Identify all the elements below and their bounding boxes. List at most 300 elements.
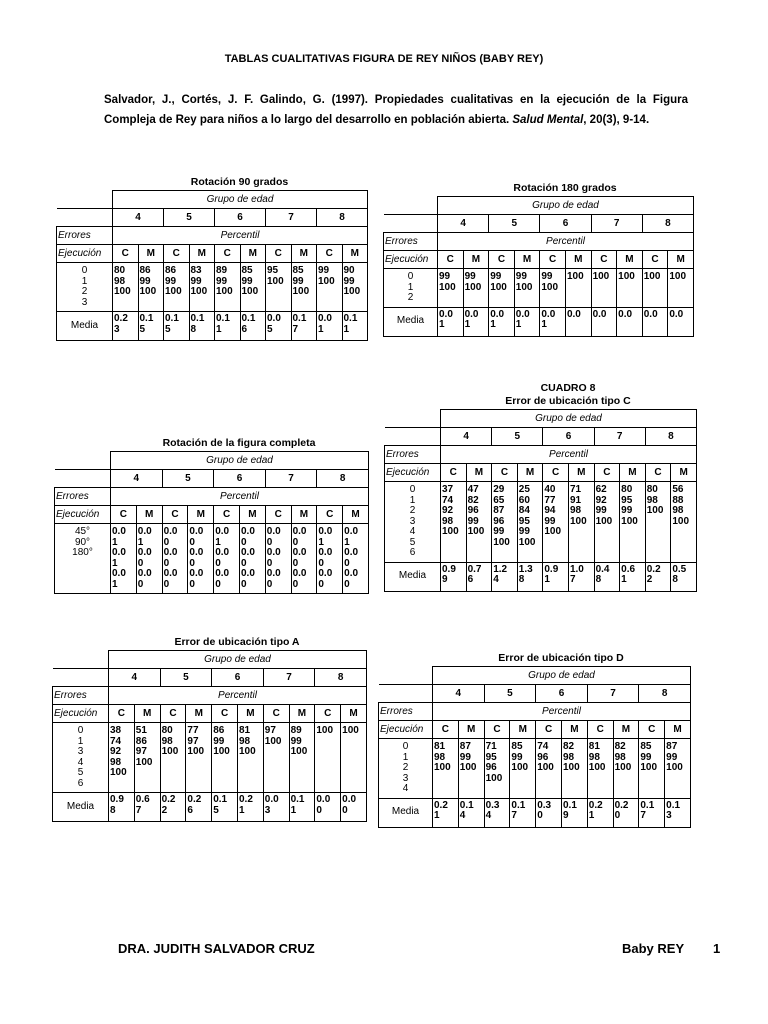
cell-line: 100 bbox=[537, 762, 554, 773]
media-cell bbox=[113, 312, 139, 341]
percentil-label: Percentil bbox=[111, 488, 369, 506]
header-row-grupo bbox=[384, 197, 694, 215]
cell-line: 100 bbox=[464, 281, 482, 293]
col-header: M bbox=[463, 251, 489, 269]
cell-line: 1.0 bbox=[569, 563, 584, 575]
col-header: C bbox=[441, 464, 467, 482]
cell-line: 0.0 bbox=[618, 308, 633, 320]
cell-line: 1 bbox=[112, 578, 118, 590]
table-caption: Error de ubicación tipo D bbox=[498, 652, 624, 664]
percentile-cell bbox=[561, 739, 587, 799]
cell-line: 0 bbox=[614, 810, 621, 821]
cell-line: 0.5 bbox=[672, 563, 687, 575]
cell-line: 3 bbox=[409, 515, 416, 527]
cell-line: 1 bbox=[409, 494, 416, 506]
cell-line: 99 bbox=[139, 275, 151, 287]
cell-line: 1 bbox=[621, 574, 627, 585]
cell-line: 82 bbox=[562, 741, 575, 752]
cell-line: 7 bbox=[135, 804, 142, 816]
cell-line: 5 bbox=[165, 323, 171, 335]
media-cell bbox=[668, 307, 694, 336]
cell-line: 0.0 bbox=[266, 568, 281, 579]
errores-label: Errores bbox=[384, 233, 438, 251]
media-cell bbox=[315, 793, 341, 822]
cell-line: 99 bbox=[544, 515, 556, 527]
cell-line: 56 bbox=[672, 484, 684, 495]
col-header: M bbox=[138, 245, 164, 263]
cell-line: 0 bbox=[163, 578, 170, 590]
cell-line: 0.0 bbox=[112, 547, 126, 558]
cell-line: 89 bbox=[290, 725, 302, 736]
media-cell bbox=[671, 562, 697, 591]
col-header: C bbox=[315, 705, 341, 723]
media-cell bbox=[565, 307, 591, 336]
cell-line: 0 bbox=[266, 536, 273, 548]
footer-doc: Baby REY bbox=[622, 941, 685, 956]
cell-line: 98 bbox=[114, 275, 126, 287]
cell-line: 3 bbox=[666, 810, 672, 821]
cell-line: 84 bbox=[518, 505, 530, 516]
age-label: 7 bbox=[587, 685, 639, 703]
cell-line: 25 bbox=[518, 484, 530, 495]
cell-line: 0.2 bbox=[614, 799, 629, 811]
cell-line: 0 bbox=[77, 725, 84, 736]
table-ubicacion-c bbox=[384, 382, 697, 592]
col-header: C bbox=[113, 245, 139, 263]
cell-line: 3 bbox=[77, 746, 84, 757]
cell-line: 0.0 bbox=[112, 568, 126, 579]
cell-line: 8 bbox=[595, 574, 602, 585]
cell-line: 100 bbox=[643, 271, 661, 282]
age-label: 8 bbox=[315, 669, 367, 687]
percentile-cell bbox=[668, 269, 694, 308]
age-label: 8 bbox=[642, 215, 693, 233]
cell-line: 80 bbox=[621, 484, 633, 495]
cell-line: 99 bbox=[290, 735, 302, 747]
cell-line: 100 bbox=[213, 746, 230, 757]
errores-label: Errores bbox=[55, 488, 111, 506]
cell-line: 0.0 bbox=[515, 308, 530, 320]
col-header: M bbox=[620, 464, 646, 482]
cell-line: 9 bbox=[442, 574, 448, 585]
cell-line: 1 bbox=[343, 323, 350, 335]
percentile-cell bbox=[441, 482, 467, 563]
cell-line: 0.1 bbox=[292, 313, 307, 324]
percentile-cell bbox=[136, 524, 162, 594]
media-cell bbox=[342, 312, 368, 341]
percentile-cell bbox=[645, 482, 671, 563]
percentile-cell bbox=[568, 482, 594, 563]
cell-line: 0.2 bbox=[161, 794, 176, 805]
col-header: C bbox=[263, 705, 289, 723]
cell-line: 100 bbox=[595, 515, 613, 527]
cell-line: 40 bbox=[544, 484, 556, 495]
cell-line: 0.0 bbox=[318, 568, 333, 579]
percentile-cell bbox=[433, 739, 459, 799]
cell-line: 1 bbox=[216, 323, 222, 335]
cell-line: 100 bbox=[190, 286, 208, 297]
percentile-cell bbox=[458, 739, 484, 799]
cell-line: 0 bbox=[189, 557, 195, 569]
media-cell bbox=[561, 798, 587, 827]
header-row-grupo bbox=[57, 191, 368, 209]
header-blank bbox=[53, 669, 109, 687]
cell-line: 0.1 bbox=[290, 794, 305, 805]
age-label: 8 bbox=[317, 209, 368, 227]
cell-line: 0.0 bbox=[189, 526, 204, 537]
header-blank bbox=[53, 651, 109, 669]
cell-line: 100 bbox=[588, 762, 606, 773]
cell-line: 7 bbox=[292, 323, 299, 335]
col-header: C bbox=[111, 506, 137, 524]
age-label: 5 bbox=[164, 209, 215, 227]
percentile-cell bbox=[617, 269, 643, 308]
cell-line: 88 bbox=[672, 494, 684, 506]
cell-line: 1 bbox=[238, 804, 245, 816]
percentile-cell bbox=[514, 269, 540, 308]
cell-line: 3 bbox=[264, 804, 271, 816]
cell-line: 0.1 bbox=[459, 799, 474, 811]
cell-line: 100 bbox=[187, 746, 205, 757]
cell-line: 100 bbox=[541, 281, 559, 293]
cell-line: 77 bbox=[544, 494, 556, 506]
percentile-cell bbox=[438, 269, 464, 308]
percentile-cell bbox=[111, 524, 137, 594]
media-cell bbox=[568, 562, 594, 591]
media-cell bbox=[240, 312, 266, 341]
cell-line: 85 bbox=[511, 741, 523, 752]
age-label: 8 bbox=[639, 685, 691, 703]
cell-line: 0.1 bbox=[666, 799, 681, 811]
cell-line: 100 bbox=[666, 762, 683, 773]
cell-line: 0.0 bbox=[189, 547, 204, 558]
header-row-ages bbox=[384, 215, 694, 233]
cell-line: 62 bbox=[595, 484, 607, 495]
col-header: C bbox=[265, 506, 291, 524]
header-row-percentil bbox=[53, 687, 367, 705]
cell-line: 0.0 bbox=[112, 526, 126, 537]
cell-line: 0.0 bbox=[316, 794, 331, 805]
cell-line: 1 bbox=[318, 536, 324, 548]
header-row-cm bbox=[385, 464, 697, 482]
col-header: M bbox=[671, 464, 697, 482]
cell-line: 99 bbox=[666, 751, 678, 763]
cell-line: 5 bbox=[409, 536, 416, 548]
cell-line: 99 bbox=[241, 275, 253, 287]
percentile-cell bbox=[162, 524, 188, 594]
cell-line: 0.0 bbox=[541, 308, 556, 320]
errores-label: Errores bbox=[385, 446, 441, 464]
percentile-cell bbox=[665, 739, 691, 799]
cell-line: 0.0 bbox=[439, 308, 453, 320]
cell-line: 2 bbox=[81, 286, 88, 297]
cell-line: 6 bbox=[467, 574, 474, 585]
col-header: M bbox=[343, 506, 369, 524]
cell-line: 99 bbox=[518, 526, 530, 537]
cell-line: 0 bbox=[344, 557, 350, 569]
cell-line: 87 bbox=[459, 741, 471, 752]
cell-line: 5 bbox=[139, 323, 146, 335]
cell-line: 0.2 bbox=[187, 794, 202, 805]
media-cell bbox=[587, 798, 613, 827]
cell-line: 100 bbox=[459, 762, 477, 773]
cell-line: 85 bbox=[241, 265, 253, 276]
col-header: M bbox=[514, 251, 540, 269]
cell-line: 0 bbox=[402, 741, 409, 752]
cell-line: 98 bbox=[434, 751, 446, 763]
col-header: C bbox=[492, 464, 518, 482]
cell-line: 86 bbox=[139, 265, 151, 276]
document-title: TABLAS CUALITATIVAS FIGURA DE REY NIÑOS (BABY REY) bbox=[224, 53, 544, 65]
cell-line: 1.3 bbox=[518, 563, 533, 575]
percentile-cell bbox=[540, 269, 566, 308]
col-header: C bbox=[212, 705, 238, 723]
cell-line: 1.2 bbox=[493, 563, 508, 575]
media-cell bbox=[438, 307, 464, 336]
cell-line: 100 bbox=[672, 515, 690, 527]
ejecucion-label: Ejecución bbox=[385, 464, 441, 482]
header-row-grupo bbox=[379, 667, 691, 685]
media-cell bbox=[189, 312, 215, 341]
cell-line: 0.4 bbox=[595, 563, 610, 575]
cell-line: 0.9 bbox=[442, 563, 456, 575]
header-row-percentil bbox=[384, 233, 694, 251]
col-header: C bbox=[591, 251, 617, 269]
percentile-cell bbox=[543, 482, 569, 563]
cell-line: 99 bbox=[292, 275, 304, 287]
table-ubicacion-a bbox=[52, 636, 367, 822]
col-header: C bbox=[438, 251, 464, 269]
errores-label: Errores bbox=[57, 227, 113, 245]
table-row bbox=[385, 482, 697, 563]
col-header: C bbox=[160, 705, 186, 723]
cell-line: 99 bbox=[467, 515, 479, 527]
cell-line: 97 bbox=[135, 746, 147, 757]
errores-label: Errores bbox=[379, 703, 433, 721]
col-header: C bbox=[543, 464, 569, 482]
percentile-cell bbox=[291, 263, 317, 312]
cell-line: 100 bbox=[165, 286, 182, 297]
cell-line: 6 bbox=[409, 547, 416, 558]
table-caption: Rotación de la figura completa bbox=[162, 437, 316, 449]
cell-line: 0 bbox=[240, 536, 247, 548]
cell-line: 99 bbox=[493, 526, 505, 537]
media-cell bbox=[540, 307, 566, 336]
percentile-cell bbox=[517, 482, 543, 563]
table-row bbox=[55, 524, 369, 594]
table-row bbox=[53, 723, 367, 793]
cell-line: 95 bbox=[518, 515, 530, 527]
cell-line: 99 bbox=[165, 275, 177, 287]
col-header: C bbox=[484, 721, 510, 739]
cell-line: 0.1 bbox=[213, 794, 228, 805]
percentile-cell bbox=[565, 269, 591, 308]
col-header: C bbox=[639, 721, 665, 739]
cell-line: 4 bbox=[409, 526, 416, 537]
cell-line: 0 bbox=[292, 557, 299, 569]
cell-line: 0.0 bbox=[318, 526, 333, 537]
cell-line: 4 bbox=[77, 756, 84, 768]
cell-line: 0.3 bbox=[485, 799, 500, 811]
header-row-ages bbox=[57, 209, 368, 227]
cell-line: 2 bbox=[646, 574, 653, 585]
cell-line: 0.0 bbox=[137, 547, 152, 558]
percentile-cell bbox=[639, 739, 665, 799]
header-row-cm bbox=[53, 705, 367, 723]
col-header: M bbox=[458, 721, 484, 739]
cell-line: 0 bbox=[342, 804, 348, 816]
col-header: M bbox=[186, 705, 212, 723]
percentile-cell bbox=[212, 723, 238, 793]
cell-line: 3 bbox=[402, 772, 409, 784]
percentile-cell bbox=[613, 739, 639, 799]
cell-line: 98 bbox=[588, 751, 600, 763]
cell-line: 0.9 bbox=[110, 794, 124, 805]
cell-line: 100 bbox=[592, 271, 610, 282]
cell-line: 80 bbox=[114, 265, 126, 276]
cell-line: 95 bbox=[267, 265, 279, 276]
header-blank bbox=[385, 410, 441, 428]
cell-line: 74 bbox=[537, 741, 549, 752]
percentile-cell bbox=[240, 263, 266, 312]
cell-line: 86 bbox=[213, 725, 225, 736]
age-label: 4 bbox=[111, 470, 163, 488]
age-label: 5 bbox=[484, 685, 536, 703]
col-header: M bbox=[291, 245, 317, 263]
table-caption-top: CUADRO 8 bbox=[540, 382, 596, 394]
col-header: M bbox=[188, 506, 214, 524]
media-cell bbox=[591, 307, 617, 336]
percentile-cell bbox=[189, 263, 215, 312]
col-header: M bbox=[517, 464, 543, 482]
cell-line: 1 bbox=[318, 323, 324, 335]
cell-line: 0.0 bbox=[318, 547, 333, 558]
col-header: M bbox=[136, 506, 162, 524]
cell-line: 74 bbox=[110, 735, 122, 747]
col-header: C bbox=[109, 705, 135, 723]
cell-line: 9 bbox=[562, 810, 569, 821]
table-row bbox=[379, 739, 691, 799]
header-blank bbox=[385, 428, 441, 446]
header-blank bbox=[379, 685, 433, 703]
media-cell bbox=[536, 798, 562, 827]
percentile-cell bbox=[164, 263, 190, 312]
media-cell bbox=[212, 793, 238, 822]
percentil-label: Percentil bbox=[441, 446, 697, 464]
table-ubicacion-d bbox=[378, 652, 691, 828]
grupo-label: Grupo de edad bbox=[438, 197, 694, 215]
cell-line: 29 bbox=[493, 484, 505, 495]
percentile-cell bbox=[587, 739, 613, 799]
cell-line: 74 bbox=[442, 494, 454, 506]
percentile-cell bbox=[342, 263, 368, 312]
percentile-cell bbox=[188, 524, 214, 594]
cell-line: 99 bbox=[621, 505, 633, 516]
cell-line: 100 bbox=[216, 286, 233, 297]
cell-line: 100 bbox=[135, 756, 153, 768]
percentile-cell bbox=[492, 482, 518, 563]
percentile-cell bbox=[214, 524, 240, 594]
media-row bbox=[385, 562, 697, 591]
table-rotacion-completa bbox=[54, 437, 369, 594]
cell-line: 100 bbox=[110, 767, 127, 778]
cell-line: 0 bbox=[163, 536, 170, 548]
age-label: 8 bbox=[317, 470, 369, 488]
reference-journal: Salud Mental bbox=[512, 114, 584, 126]
cell-line: 100 bbox=[646, 505, 664, 516]
grupo-label: Grupo de edad bbox=[441, 410, 697, 428]
cell-line: 51 bbox=[135, 725, 147, 736]
cell-line: 82 bbox=[614, 741, 626, 752]
cell-line: 96 bbox=[493, 515, 505, 527]
media-cell bbox=[642, 307, 668, 336]
cell-line: 1 bbox=[541, 319, 547, 330]
cell-line: 91 bbox=[569, 494, 582, 506]
cell-line: 0.1 bbox=[562, 799, 577, 811]
cell-line: 1 bbox=[344, 536, 350, 548]
cell-line: 1 bbox=[81, 275, 88, 287]
cell-line: 0.0 bbox=[137, 526, 152, 537]
cell-line: 7 bbox=[640, 810, 646, 821]
cell-line: 82 bbox=[467, 494, 479, 506]
col-header: M bbox=[665, 721, 691, 739]
cell-line: 0.2 bbox=[588, 799, 603, 811]
col-header: M bbox=[466, 464, 492, 482]
cell-line: 0.6 bbox=[621, 563, 636, 575]
media-cell bbox=[645, 562, 671, 591]
cell-line: 1 bbox=[290, 804, 297, 816]
cell-line: 100 bbox=[264, 735, 282, 747]
cell-line: 98 bbox=[672, 505, 684, 516]
cell-line: 37 bbox=[442, 484, 454, 495]
percentile-cell bbox=[489, 269, 515, 308]
cell-line: 99 bbox=[515, 271, 527, 282]
table-row bbox=[57, 263, 368, 312]
cell-line: 100 bbox=[515, 281, 533, 293]
cell-line: 83 bbox=[190, 265, 202, 276]
col-header: M bbox=[565, 251, 591, 269]
ejecucion-label: Ejecución bbox=[384, 251, 438, 269]
cell-line: 100 bbox=[139, 286, 157, 297]
cell-line: 99 bbox=[640, 751, 652, 763]
media-cell bbox=[433, 798, 459, 827]
cell-line: 0.0 bbox=[266, 526, 281, 537]
cell-line: 0 bbox=[266, 578, 273, 590]
cell-line: 0.2 bbox=[238, 794, 253, 805]
media-cell bbox=[186, 793, 212, 822]
col-header: C bbox=[433, 721, 459, 739]
cell-line: 99 bbox=[595, 505, 607, 516]
cell-line: 7 bbox=[511, 810, 517, 821]
cell-line: 0.1 bbox=[139, 313, 154, 324]
cell-line: 1 bbox=[137, 536, 144, 548]
cell-line: 0 bbox=[318, 557, 324, 569]
cell-line: 7 bbox=[569, 574, 576, 585]
percentile-cell bbox=[134, 723, 160, 793]
media-row bbox=[57, 312, 368, 341]
cell-line: 1 bbox=[402, 751, 409, 763]
media-label: Media bbox=[384, 307, 438, 336]
col-header: C bbox=[162, 506, 188, 524]
col-header: C bbox=[540, 251, 566, 269]
media-cell bbox=[543, 562, 569, 591]
media-cell bbox=[317, 312, 343, 341]
percentile-cell bbox=[239, 524, 265, 594]
media-cell bbox=[215, 312, 241, 341]
cell-line: 0.0 bbox=[163, 526, 178, 537]
cell-line: 4 bbox=[493, 574, 499, 585]
cell-line: 100 bbox=[161, 746, 179, 757]
